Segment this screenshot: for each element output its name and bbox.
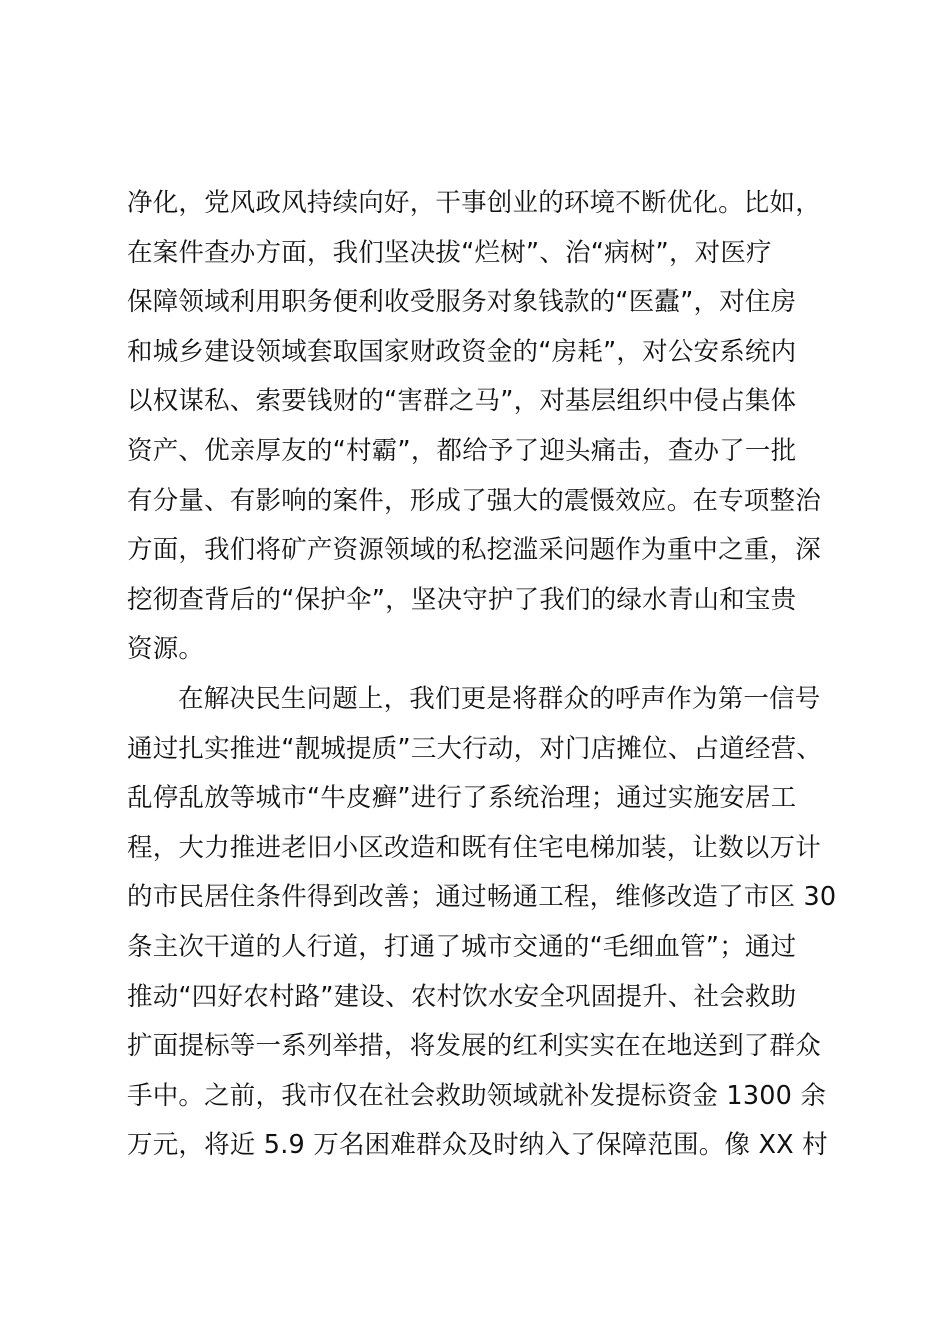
text-line: 保障领域利用职务便利收受服务对象钱款的“医蠹”，对住房 <box>127 287 797 318</box>
text-line: 有分量、有影响的案件，形成了强大的震慑效应。在专项整治 <box>127 485 821 516</box>
text-line: 以权谋私、索要钱财的“害群之马”，对基层组织中侵占集体 <box>127 386 797 417</box>
text-line: 程，大力推进老旧小区改造和既有住宅电梯加装，让数以万计 <box>127 832 821 863</box>
text-line: 扩面提标等一系列举措，将发展的红利实实在在地送到了群众 <box>127 1031 821 1062</box>
text-line: 和城乡建设领域套取国家财政资金的“房耗”，对公安系统内 <box>127 336 797 367</box>
text-line: 手中。之前，我市仅在社会救助领域就补发提标资金 1300 余 <box>127 1080 827 1111</box>
text-line: 推动“四好农村路”建设、农村饮水安全巩固提升、社会救助 <box>127 981 797 1012</box>
text-line: 资源。 <box>127 634 205 665</box>
text-line: 乱停乱放等城市“牛皮癣”进行了系统治理；通过实施安居工 <box>127 783 797 814</box>
text-line: 的市民居住条件得到改善；通过畅通工程，维修改造了市区 30 <box>127 882 837 913</box>
body-text <box>127 179 867 1171</box>
text-line: 资产、优亲厚友的“村霸”，都给予了迎头痛击，查办了一批 <box>127 435 797 466</box>
paragraph-start-line: 在解决民生问题上，我们更是将群众的呼声作为第一信号 <box>178 683 821 714</box>
text-line: 净化，党风政风持续向好，干事创业的环境不断优化。比如， <box>127 188 821 218</box>
text-line: 条主次干道的人行道，打通了城市交通的“毛细血管”；通过 <box>127 931 797 962</box>
text-line: 挖彻查背后的“保护伞”，坚决守护了我们的绿水青山和宝贵 <box>127 584 797 615</box>
text-line: 在案件查办方面，我们坚决拔“烂树”、治“病树”，对医疗 <box>127 237 772 268</box>
text-line: 方面，我们将矿产资源领域的私挖滥采问题作为重中之重，深 <box>127 535 821 566</box>
text-line: 万元，将近 5.9 万名困难群众及时纳入了保障范围。像 XX 村 <box>127 1130 828 1161</box>
text-line: 通过扎实推进“靓城提质”三大行动，对门店摊位、占道经营、 <box>127 733 823 764</box>
